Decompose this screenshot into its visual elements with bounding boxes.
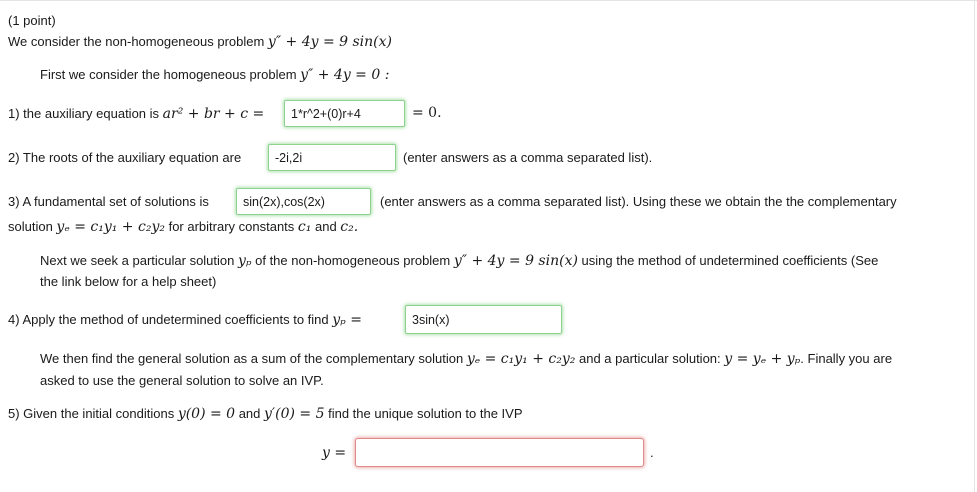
general-solution-line2: asked to use the general solution to solve an IVP. [40,373,324,388]
points-label: (1 point) [8,13,56,28]
homogeneous-equation: y″ + 4y = 0 : [300,67,390,83]
q5-prompt: 5) Given the initial conditions y(0) = 0 and y′(0) = 5 find the unique solution to the IVP [8,406,523,422]
particular-solution-input[interactable]: 3sin(x) [405,305,562,334]
ivp-solution-input[interactable] [355,438,644,467]
fundamental-set-input[interactable]: sin(2x),cos(2x) [236,188,371,215]
aux-equation: ar² + br + c = [162,106,265,122]
problem-statement: We consider the non-homogeneous problem y″ + 4y = 9 sin(x) [8,34,392,50]
right-divider [974,0,975,492]
problem-equation: y″ + 4y = 9 sin(x) [267,34,392,50]
top-divider [0,0,977,1]
q2-prompt: 2) The roots of the auxiliary equation are [8,150,242,165]
roots-input[interactable]: -2i,2i [268,144,396,171]
complementary-equation: yₑ = c₁y₁ + c₂y₂ [56,219,165,235]
q3-prompt: 3) A fundamental set of solutions is [8,194,209,209]
nonhomogeneous-equation: y″ + 4y = 9 sin(x) [453,253,578,269]
particular-intro-line2: the link below for a help sheet) [40,274,217,289]
q3-line2: solution yₑ = c₁y₁ + c₂y₂ for arbitrary constants c₁ and c₂. [8,219,359,235]
q4-prompt: 4) Apply the method of undetermined coefficients to find yₚ = [8,312,362,328]
q3-suffix: (enter answers as a comma separated list). Using these we obtain the the complementary [380,194,897,209]
ivp-period: . [650,445,654,460]
q1-prompt: 1) the auxiliary equation is ar² + br + c = [8,106,265,122]
general-solution-text: We then find the general solution as a sum of the complementary solution yₑ = c₁y₁ + c₂y₂ and a particular solution: y = yₑ + yₚ. Finally you are [40,351,893,367]
particular-intro: Next we seek a particular solution yₚ of the non-homogeneous problem y″ + 4y = 9 sin(x) using the method of undetermined coefficients (See [40,253,879,269]
ivp-y-label: y = [322,445,347,461]
homogeneous-statement: First we consider the homogeneous problem y″ + 4y = 0 : [40,67,390,83]
q1-suffix: = 0. [412,105,442,121]
aux-equation-input[interactable]: 1*r^2+(0)r+4 [284,100,405,127]
q2-suffix: (enter answers as a comma separated list). [403,150,653,165]
